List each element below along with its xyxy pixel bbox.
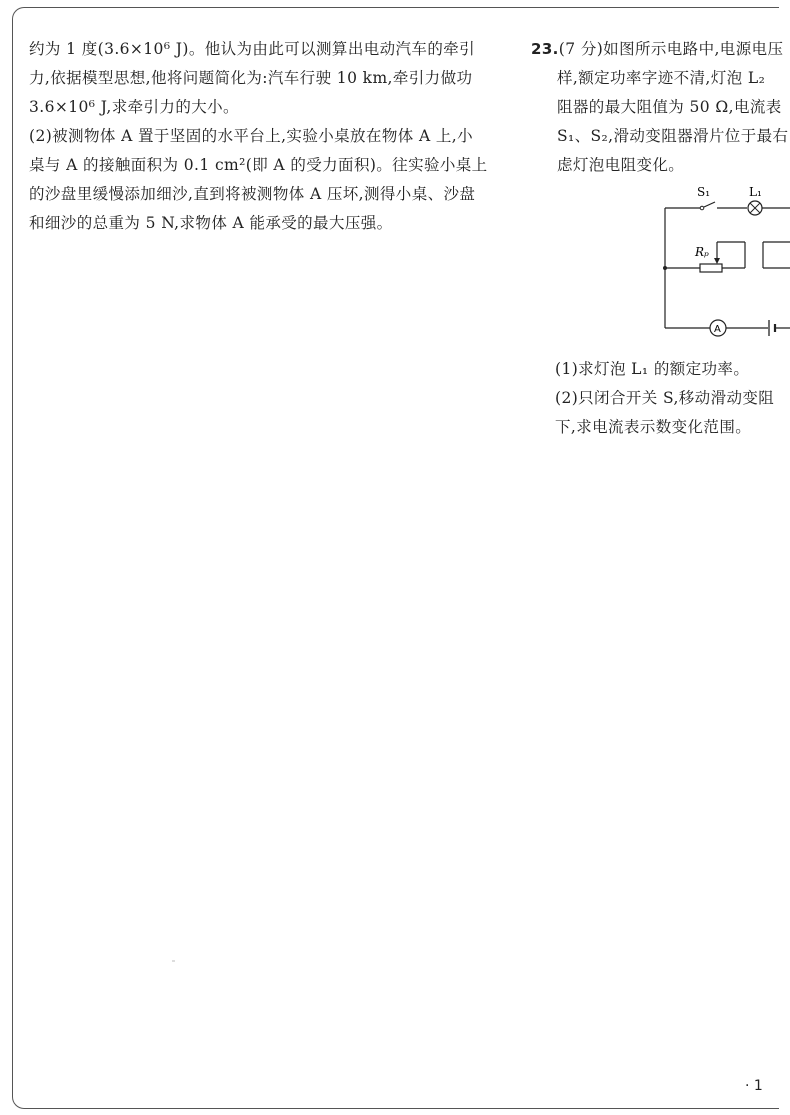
text-line: 力,依据模型思想,他将问题简化为:汽车行驶 10 km,牵引力做功: [29, 69, 473, 87]
text-line: 3.6×10⁶ J,求牵引力的大小。: [29, 98, 239, 116]
question-23-subparts: [555, 355, 790, 442]
rheostat-label: Rₚ: [695, 245, 709, 259]
text-line: (2)只闭合开关 S,移动滑动变阻: [555, 389, 775, 407]
text-line: (1)求灯泡 L₁ 的额定功率。: [555, 360, 750, 378]
text-line: 阻器的最大阻值为 50 Ω,电流表: [557, 98, 782, 116]
text-line: 的沙盘里缓慢添加细沙,直到将被测物体 A 压坏,测得小桌、沙盘: [29, 185, 476, 203]
text-span: (7 分)如图所示电路中,电源电压: [558, 40, 784, 58]
question-number: 23.: [531, 40, 559, 58]
question-23-line: [531, 35, 790, 64]
page-number: · 1: [745, 1078, 763, 1094]
left-column-text: [29, 35, 499, 238]
text-line: 下,求电流表示数变化范围。: [555, 418, 752, 436]
question-23: [531, 35, 790, 180]
ammeter-label: A: [714, 324, 721, 335]
text-line: 虑灯泡电阻变化。: [557, 156, 685, 174]
lamp-l1-label: L₁: [749, 185, 762, 199]
switch-blade: [704, 202, 715, 207]
rheostat-icon: [700, 264, 722, 272]
text-line: 样,额定功率字迹不清,灯泡 L₂: [557, 69, 766, 87]
switch-contact: [700, 206, 704, 210]
text-line: 和细沙的总重为 5 N,求物体 A 能承受的最大压强。: [29, 214, 393, 232]
circuit-svg: [655, 180, 790, 340]
circuit-diagram: [655, 180, 790, 340]
switch-s1-label: S₁: [697, 185, 711, 199]
text-line: 桌与 A 的接触面积为 0.1 cm²(即 A 的受力面积)。往实验小桌上: [29, 156, 488, 174]
text-line: (2)被测物体 A 置于坚固的水平台上,实验小桌放在物体 A 上,小: [29, 127, 474, 145]
text-line: 约为 1 度(3.6×10⁶ J)。他认为由此可以测算出电动汽车的牵引: [29, 40, 476, 58]
slider-arrow-icon: [714, 258, 720, 264]
text-line: S₁、S₂,滑动变阻器滑片位于最右: [557, 127, 789, 145]
scan-speck: [172, 960, 175, 962]
